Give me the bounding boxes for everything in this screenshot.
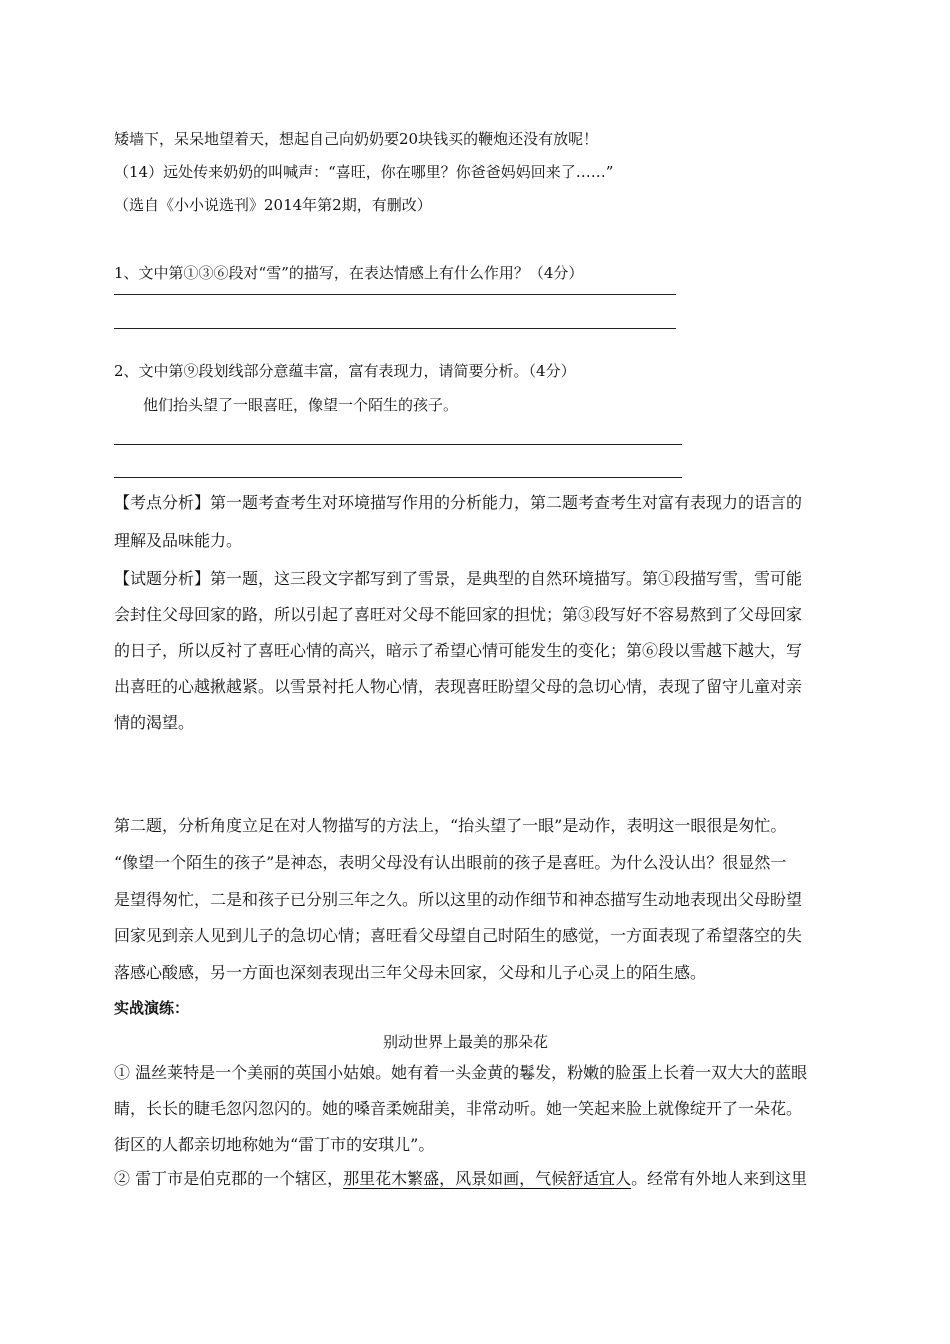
answer-line xyxy=(114,294,676,295)
paragraph-text: ② 雷丁市是伯克郡的一个辖区， xyxy=(114,1169,344,1188)
shiti-analysis: 【试题分析】第一题，这三段文字都写到了雪景，是典型的自然环境描写。第①段描写雪，雪可能 xyxy=(114,569,803,588)
question-2-quote: 他们抬头望了一眼喜旺，像望一个陌生的孩子。 xyxy=(143,396,459,414)
source-note: （选自《小小说选刊》2014年第2期，有删改） xyxy=(114,196,432,214)
article-paragraph xyxy=(114,1168,807,1190)
question-2: 2、文中第⑨段划线部分意蕴丰富，富有表现力，请简要分析。（4分） xyxy=(114,362,576,380)
answer-line xyxy=(114,328,676,329)
shiti-analysis: 的日子，所以反衬了喜旺心情的高兴，暗示了希望心情可能发生的变化；第⑥段以雪越下越大，写 xyxy=(114,641,803,660)
second-analysis: 第二题，分析角度立足在对人物描写的方法上，“抬头望了一眼”是动作，表明这一眼很是匆忙。 xyxy=(114,816,787,835)
question-1: 1、文中第①③⑥段对“雪”的描写，在表达情感上有什么作用？（4分） xyxy=(114,264,584,282)
shiti-analysis: 出喜旺的心越揪越紧。以雪景衬托人物心情，表现喜旺盼望父母的急切心情，表现了留守儿童对亲 xyxy=(114,677,803,696)
second-analysis: “像望一个陌生的孩子”是神态，表明父母没有认出眼前的孩子是喜旺。为什么没认出？很显然一 xyxy=(114,853,787,872)
paragraph-text: 。经常有外地人来到这里 xyxy=(631,1169,808,1188)
answer-line xyxy=(114,477,682,478)
article-title: 别动世界上最美的那朵花 xyxy=(383,1033,549,1051)
story-tail-line: 矮墙下，呆呆地望着天，想起自己向奶奶要20块钱买的鞭炮还没有放呢！ xyxy=(114,130,599,148)
underlined-phrase: 那里花木繁盛，风景如画，气候舒适宜人 xyxy=(343,1169,632,1188)
article-paragraph: 街区的人都亲切地称她为“雷丁市的安琪儿”。 xyxy=(114,1135,435,1154)
kaodian-analysis: 理解及品味能力。 xyxy=(114,531,243,550)
kaodian-analysis: 【考点分析】第一题考查考生对环境描写作用的分析能力，第二题考查考生对富有表现力的语言的 xyxy=(114,493,803,512)
article-paragraph: 睛，长长的睫毛忽闪忽闪的。她的嗓音柔婉甜美，非常动听。她一笑起来脸上就像绽开了一朵花。 xyxy=(114,1099,803,1118)
second-analysis: 是望得匆忙，二是和孩子已分别三年之久。所以这里的动作细节和神态描写生动地表现出父母盼望 xyxy=(114,890,803,909)
article-paragraph: ① 温丝莱特是一个美丽的英国小姑娘。她有着一头金黄的鬈发，粉嫩的脸蛋上长着一双大大的蓝眼 xyxy=(114,1063,808,1082)
answer-line xyxy=(114,444,682,445)
practice-heading: 实战演练： xyxy=(114,999,190,1017)
shiti-analysis: 情的渴望。 xyxy=(114,713,195,732)
second-analysis: 回家见到亲人见到儿子的急切心情；喜旺看父母望自己时陌生的感觉，一方面表现了希望落空的失 xyxy=(114,926,803,945)
second-analysis: 落感心酸感，另一方面也深刻表现出三年父母未回家，父母和儿子心灵上的陌生感。 xyxy=(114,963,707,982)
shiti-analysis: 会封住父母回家的路，所以引起了喜旺对父母不能回家的担忧；第③段写好不容易熬到了父母回家 xyxy=(114,605,803,624)
story-tail-line: （14）远处传来奶奶的叫喊声：“喜旺，你在哪里？你爸爸妈妈回来了……” xyxy=(114,163,614,181)
